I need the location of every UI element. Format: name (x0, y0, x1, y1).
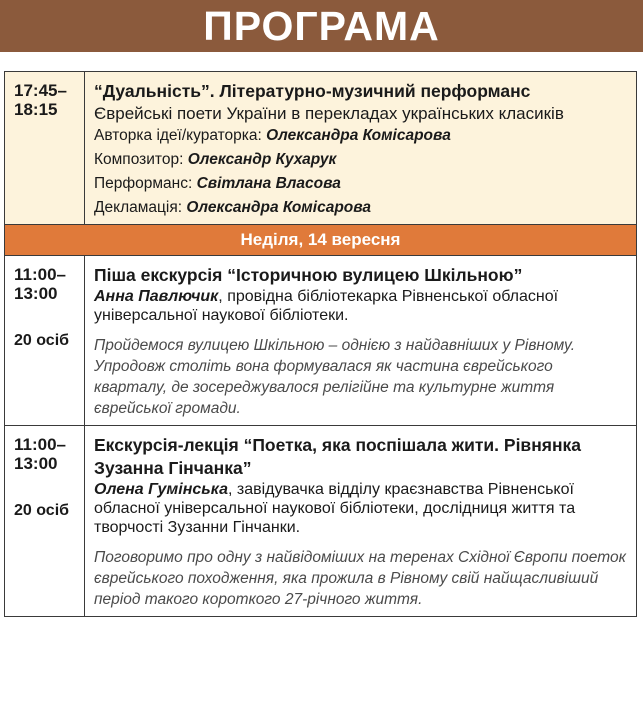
program-row-event3 (5, 426, 637, 617)
event-title: Екскурсія-лекція “Поетка, яка поспішала жити. Рівнянка Зузанна Гінчанка” (94, 435, 582, 478)
event-cell (85, 72, 637, 225)
host-description (94, 480, 628, 537)
event-subtitle: Єврейські поети України в перекладах українських класиків (94, 104, 564, 123)
credit-role: Декламація: (94, 199, 187, 216)
page-title-bar (0, 0, 643, 52)
day-header: Неділя, 14 вересня (5, 225, 637, 256)
credit-role: Авторка ідеї/кураторка: (94, 127, 267, 144)
time-cell (5, 256, 85, 426)
capacity-label: 20 осіб (14, 332, 70, 349)
host-role: , завідувачка відділу краєзнавства Рівненської обласної універсальної наукової бібліотеки, дослідниця життя та творчості Зузанни Гінчанки. (94, 481, 576, 536)
time-cell (5, 72, 85, 225)
credit-role: Композитор: (94, 151, 188, 168)
event-cell (85, 426, 637, 617)
credit-name: Світлана Власова (196, 175, 341, 192)
day-header-row (5, 225, 637, 256)
host-name: Олена Гумінська (94, 481, 228, 498)
credit-line (94, 124, 628, 148)
program-table (4, 71, 637, 617)
credit-name: Олександра Комісарова (186, 199, 372, 216)
event-time: 17:45– 18:15 (14, 81, 67, 119)
credit-line (94, 148, 628, 172)
time-cell (5, 426, 85, 617)
event-title: “Дуальність”. Літературно-музичний перформанс (94, 81, 531, 101)
credit-line (94, 196, 628, 220)
event-time: 11:00– 13:00 (14, 265, 66, 303)
program-row-event2 (5, 256, 637, 426)
event-title: Піша екскурсія “Історичною вулицею Шкільною” (94, 265, 523, 285)
host-name: Анна Павлючик (94, 288, 219, 305)
credit-name: Олександра Комісарова (266, 127, 451, 144)
event-note: Пройдемося вулицею Шкільною – однією з найдавніших у Рівному. Упродовж століть вона формувалася як частина єврейського кварталу, де зосереджувалося релігійне та культурне життя єврейської громади. (94, 337, 576, 417)
host-description (94, 287, 628, 325)
capacity-label: 20 осіб (14, 502, 70, 519)
page-title: ПРОГРАМА (203, 2, 440, 49)
event-time: 11:00– 13:00 (14, 435, 66, 473)
credit-role: Перформанс: (94, 175, 197, 192)
event-note: Поговоримо про одну з найвідоміших на теренах Східної Європи поеток єврейського походження, яка прожила в Рівному свій найщасливіший період такого короткого 27-річного життя. (94, 549, 626, 608)
host-role: , провідна бібліотекарка Рівненської обласної універсальної наукової бібліотеки. (94, 288, 559, 324)
event-cell (85, 256, 637, 426)
program-row-event1 (5, 72, 637, 225)
credit-name: Олександр Кухарук (187, 151, 337, 168)
credit-line (94, 172, 628, 196)
